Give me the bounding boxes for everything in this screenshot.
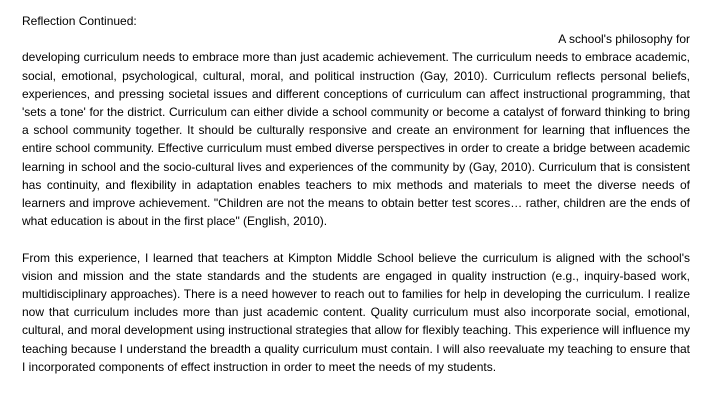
paragraph-1-body: developing curriculum needs to embrace more than just academic achievement. The curriculum needs to embrace academic, social, emotional, psychological, cultural, moral, and political instruction (Gay, 2010). Curriculum reflects personal beliefs, experiences, and pressing societal issues and different conceptions of curriculum can affect instructional programming, that 'sets a tone' for the district. Curriculum can either divide a school community or become a catalyst of forward thinking to bring a school community together. It should be culturally responsive and create an environment for learning that influences the entire school community. Effective curriculum must embed diverse perspectives in order to create a bridge between academic learning in school and the socio-cultural lives and experiences of the community by (Gay, 2010). Curriculum that is consistent has continuity, and flexibility in adaptation enables teachers to mix methods and materials to meet the diverse needs of learners and improve achievement. "Children are not the means to obtain better test scores… rather, children are the ends of what education is about in the first place" (English, 2010). [22, 50, 690, 229]
paragraph-1-lead: A school's philosophy for [558, 32, 690, 47]
paragraph-spacer [22, 230, 690, 248]
document-page [22, 12, 690, 376]
reflection-heading: Reflection Continued: [22, 14, 137, 28]
paragraph-2: From this experience, I learned that teachers at Kimpton Middle School believe the curriculum is aligned with the school's vision and mission and the state standards and the students are engaged in quality instruction (e.g., inquiry-based work, multidisciplinary approaches). There is a need however to reach out to families for help in developing the curriculum. I realize now that curriculum includes more than just academic content. Quality curriculum must also incorporate social, emotional, cultural, and moral development using instructional strategies that allow for flexibly teaching. This experience will influence my teaching because I understand the breadth a quality curriculum must contain. I will also reevaluate my teaching to ensure that I incorporated components of effect instruction in order to meet the needs of my students. [22, 250, 690, 374]
